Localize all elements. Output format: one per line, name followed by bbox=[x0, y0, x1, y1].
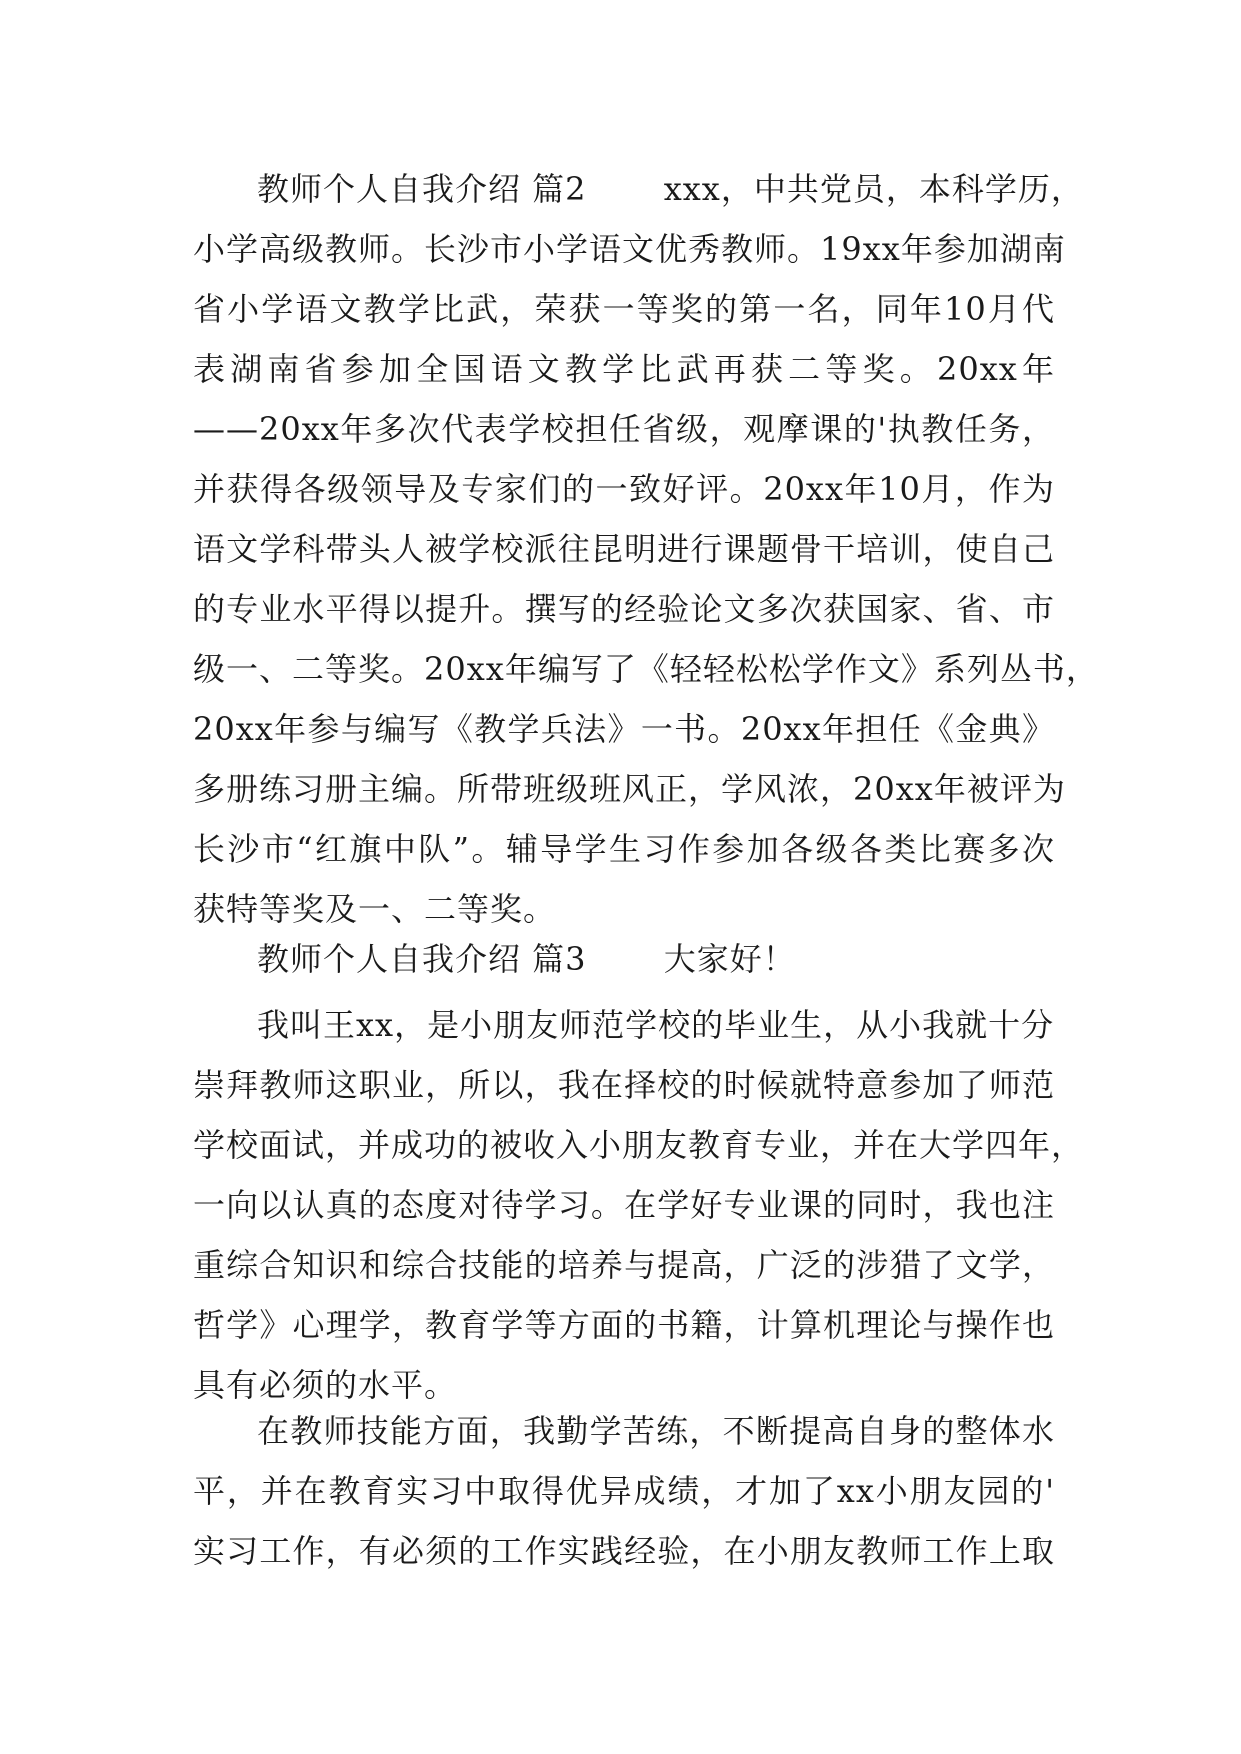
text-line: 具有必须的水平。 bbox=[193, 1366, 458, 1404]
text-line: 重综合知识和综合技能的培养与提高，广泛的涉猎了文学， bbox=[193, 1246, 1055, 1284]
text-line: 的专业水平得以提升。撰写的经验论文多次获国家、省、市 bbox=[193, 590, 1055, 628]
text-line: 20xx年参与编写《教学兵法》一书。20xx年担任《金典》 bbox=[193, 710, 1055, 748]
paragraph-teacher-intro-2 bbox=[193, 159, 1099, 939]
text-line: ——20xx年多次代表学校担任省级，观摩课的'执教任务， bbox=[193, 410, 1055, 448]
section-heading-3 bbox=[193, 929, 1055, 989]
text-line: 获特等奖及一、二等奖。 bbox=[193, 890, 557, 928]
text-line: 级一、二等奖。20xx年编写了《轻轻松松学作文》系列丛书， bbox=[193, 650, 1099, 688]
text-line: 实习工作，有必须的工作实践经验，在小朋友教师工作上取 bbox=[193, 1532, 1055, 1570]
text-line: 语文学科带头人被学校派往昆明进行课题骨干培训，使自己 bbox=[193, 530, 1055, 568]
paragraph-self-intro bbox=[193, 995, 1085, 1415]
paragraph-teaching-skills bbox=[193, 1401, 1055, 1581]
text-line: 在教师技能方面，我勤学苦练，不断提高自身的整体水 bbox=[257, 1412, 1055, 1450]
text-line: 哲学》心理学，教育学等方面的书籍，计算机理论与操作也 bbox=[193, 1306, 1055, 1344]
text-line: 我叫王xx，是小朋友师范学校的毕业生，从小我就十分 bbox=[257, 1006, 1055, 1044]
text-line: 省小学语文教学比武，荣获一等奖的第一名，同年10月代 bbox=[193, 290, 1055, 328]
text-line: 表湖南省参加全国语文教学比武再获二等奖。20xx年 bbox=[193, 350, 1055, 388]
text-line: 崇拜教师这职业，所以，我在择校的时候就特意参加了师范 bbox=[193, 1066, 1055, 1104]
text-line: 一向以认真的态度对待学习。在学好专业课的同时，我也注 bbox=[193, 1186, 1055, 1224]
text-line: 长沙市“红旗中队”。辅导学生习作参加各级各类比赛多次 bbox=[193, 830, 1055, 868]
text-line: 教师个人自我介绍 篇2 xxx，中共党员，本科学历， bbox=[257, 170, 1084, 208]
text-line: 多册练习册主编。所带班级班风正，学风浓，20xx年被评为 bbox=[193, 770, 1066, 808]
text-line: 并获得各级领导及专家们的一致好评。20xx年10月，作为 bbox=[193, 470, 1055, 508]
text-line: 教师个人自我介绍 篇3 大家好！ bbox=[257, 940, 796, 978]
text-line: 学校面试，并成功的被收入小朋友教育专业，并在大学四年， bbox=[193, 1126, 1085, 1164]
text-line: 小学高级教师。长沙市小学语文优秀教师。19xx年参加湖南 bbox=[193, 230, 1066, 268]
text-line: 平，并在教育实习中取得优异成绩，才加了xx小朋友园的' bbox=[193, 1472, 1055, 1510]
